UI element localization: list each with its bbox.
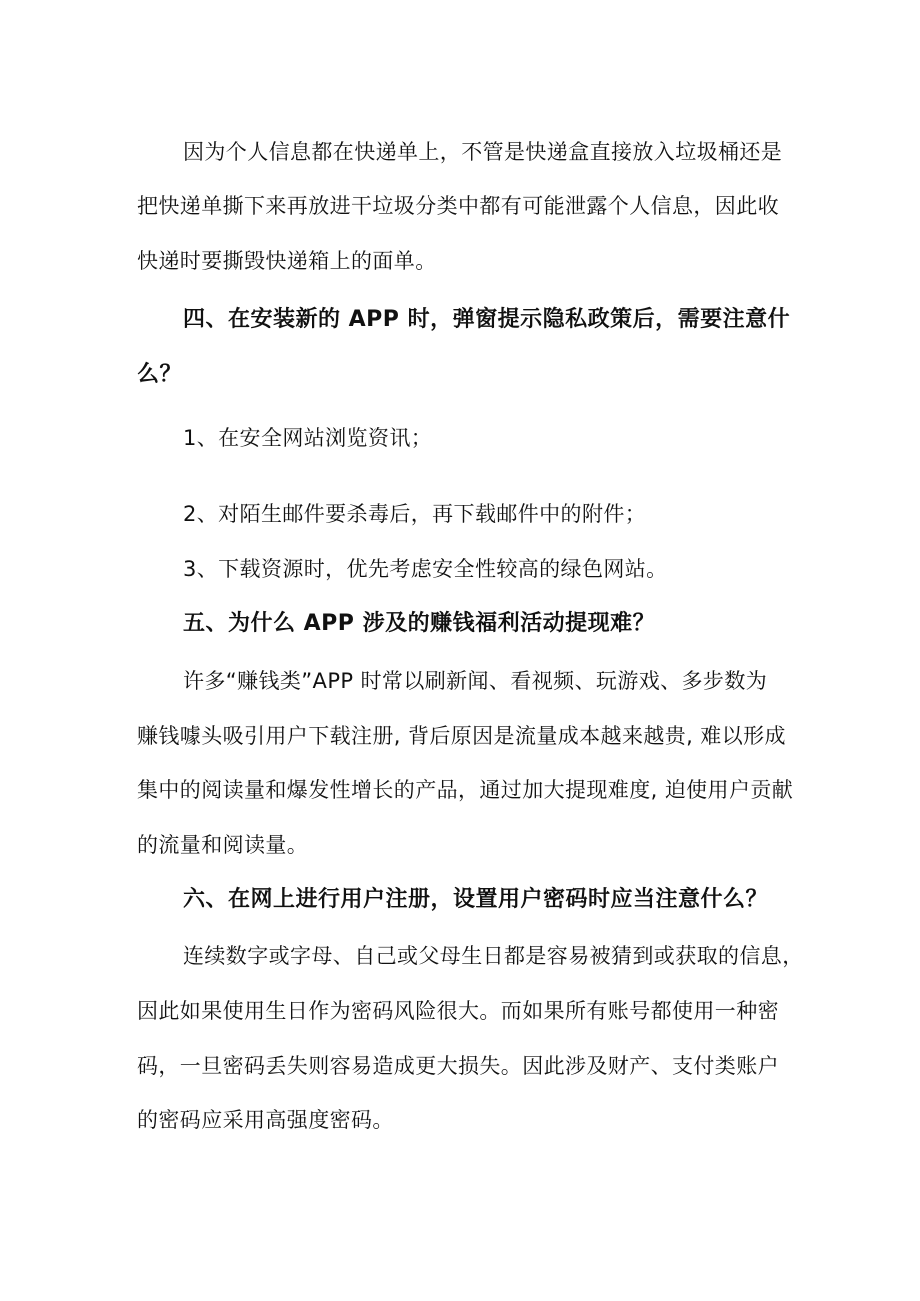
section-heading-4-continued: 么？ [137,362,183,387]
paragraph-line: 快递时要撕毁快递箱上的面单。 [137,249,437,273]
paragraph-line: 连续数字或字母、自己或父母生日都是容易被猜到或获取的信息， [183,944,804,968]
list-item: 1、在安全网站浏览资讯； [183,426,433,450]
section-heading-6: 六、在网上进行用户注册，设置用户密码时应当注意什么？ [183,887,769,912]
paragraph-line: 因为个人信息都在快递单上，不管是快递盒直接放入垃圾桶还是 [183,140,783,164]
list-item: 2、对陌生邮件要杀毒后，再下载邮件中的附件； [183,502,647,526]
paragraph-line: 赚钱噱头吸引用户下载注册, 背后原因是流量成本越来越贵, 难以形成 [137,724,786,748]
section-heading-4: 四、在安装新的 APP 时，弹窗提示隐私政策后，需要注意什 [183,307,791,332]
paragraph-line: 集中的阅读量和爆发性增长的产品，通过加大提现难度, 迫使用户贡献 [137,778,794,802]
paragraph-line: 的流量和阅读量。 [137,833,309,857]
paragraph-line: 许多“赚钱类”APP 时常以刷新闻、看视频、玩游戏、多步数为 [183,669,768,693]
paragraph-line: 的密码应采用高强度密码。 [137,1108,394,1132]
paragraph-line: 因此如果使用生日作为密码风险很大。而如果所有账号都使用一种密 [137,999,779,1023]
section-heading-5: 五、为什么 APP 涉及的赚钱福利活动提现难？ [183,611,656,636]
paragraph-line: 码，一旦密码丢失则容易造成更大损失。因此涉及财产、支付类账户 [137,1054,779,1078]
paragraph-line: 把快递单撕下来再放进干垃圾分类中都有可能泄露个人信息，因此收 [137,194,779,218]
list-item: 3、下载资源时，优先考虑安全性较高的绿色网站。 [183,557,668,581]
